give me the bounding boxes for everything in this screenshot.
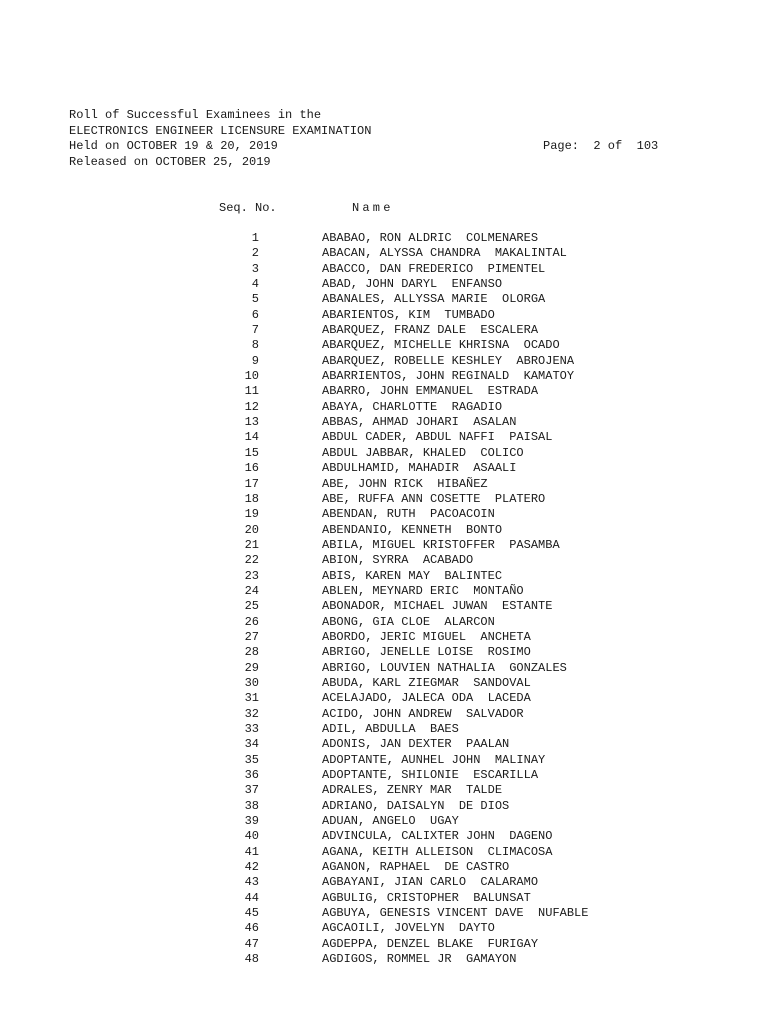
list-item bbox=[0, 829, 768, 844]
list-item bbox=[0, 737, 768, 752]
seq-number: 7 bbox=[251, 323, 259, 338]
examinee-name: ABENDAN, RUTH PACOACOIN bbox=[322, 507, 495, 522]
list-item bbox=[0, 891, 768, 906]
examinee-name: ABONADOR, MICHAEL JUWAN ESTANTE bbox=[322, 599, 553, 614]
seq-number: 18 bbox=[244, 491, 259, 506]
seq-number: 13 bbox=[244, 415, 259, 430]
list-item bbox=[0, 722, 768, 737]
seq-number: 35 bbox=[244, 752, 259, 767]
examinee-name: ABAYA, CHARLOTTE RAGADIO bbox=[322, 399, 503, 414]
seq-number: 32 bbox=[244, 706, 259, 721]
list-item bbox=[0, 277, 768, 292]
examinee-name: ABION, SYRRA ACABADO bbox=[322, 553, 474, 568]
list-item bbox=[0, 507, 768, 522]
examinee-name: ABARIENTOS, KIM TUMBADO bbox=[322, 307, 495, 322]
seq-number: 25 bbox=[244, 599, 259, 614]
examinee-name: ABACCO, DAN FREDERICO PIMENTEL bbox=[322, 261, 546, 276]
examinee-name: ACIDO, JOHN ANDREW SALVADOR bbox=[322, 706, 524, 721]
seq-number: 33 bbox=[244, 722, 259, 736]
examinee-name: ABIS, KAREN MAY BALINTEC bbox=[322, 568, 503, 583]
seq-number: 21 bbox=[244, 537, 259, 552]
seq-number: 12 bbox=[244, 399, 259, 414]
examinee-name: ADRIANO, DAISALYN DE DIOS bbox=[322, 798, 510, 813]
list-item bbox=[0, 875, 768, 890]
list-item bbox=[0, 753, 768, 768]
list-item bbox=[0, 308, 768, 323]
examinee-name: ABE, RUFFA ANN COSETTE PLATERO bbox=[322, 491, 546, 506]
examinee-name: AGCAOILI, JOVELYN DAYTO bbox=[322, 921, 495, 936]
list-item bbox=[0, 323, 768, 338]
examinee-name: ABANALES, ALLYSSA MARIE OLORGA bbox=[322, 292, 546, 307]
list-item bbox=[0, 584, 768, 599]
seq-number: 11 bbox=[244, 384, 259, 399]
header-title: Roll of Successful Examinees in the bbox=[69, 108, 322, 122]
list-item bbox=[0, 231, 768, 246]
examinee-name: ABILA, MIGUEL KRISTOFFER PASAMBA bbox=[322, 537, 560, 552]
list-item bbox=[0, 937, 768, 952]
examinee-name: AGBULIG, CRISTOPHER BALUNSAT bbox=[322, 890, 531, 905]
seq-number: 46 bbox=[244, 921, 259, 936]
examinee-name: ADONIS, JAN DEXTER PAALAN bbox=[322, 737, 510, 752]
list-item bbox=[0, 768, 768, 783]
seq-number: 4 bbox=[251, 277, 259, 292]
seq-number: 27 bbox=[244, 629, 259, 644]
examinee-name: ABE, JOHN RICK HIBAÑEZ bbox=[322, 476, 488, 491]
seq-number: 3 bbox=[251, 261, 259, 276]
list-item bbox=[0, 645, 768, 660]
examinee-name: AGBUYA, GENESIS VINCENT DAVE NUFABLE bbox=[322, 906, 589, 921]
seq-number: 5 bbox=[251, 292, 259, 307]
seq-number: 2 bbox=[251, 246, 259, 261]
name-column-header: Name bbox=[352, 201, 394, 215]
examinee-name: AGANON, RAPHAEL DE CASTRO bbox=[322, 860, 510, 875]
examinee-name: ABARRO, JOHN EMMANUEL ESTRADA bbox=[322, 384, 539, 399]
examinee-name: ABUDA, KARL ZIEGMAR SANDOVAL bbox=[322, 675, 531, 690]
document-header bbox=[69, 108, 371, 170]
examinee-name: ABDUL CADER, ABDUL NAFFI PAISAL bbox=[322, 430, 553, 445]
seq-number: 48 bbox=[244, 952, 259, 967]
header-release-date: Released on OCTOBER 25, 2019 bbox=[69, 154, 271, 169]
list-item bbox=[0, 952, 768, 967]
examinee-name: ADRALES, ZENRY MAR TALDE bbox=[322, 783, 503, 798]
seq-number: 9 bbox=[251, 353, 259, 368]
list-item bbox=[0, 599, 768, 614]
examinee-name: ACELAJADO, JALECA ODA LACEDA bbox=[322, 691, 531, 706]
seq-number: 45 bbox=[244, 906, 259, 921]
seq-number: 17 bbox=[244, 476, 259, 491]
seq-number: 31 bbox=[244, 691, 259, 706]
header-exam-name: ELECTRONICS ENGINEER LICENSURE EXAMINATION bbox=[69, 123, 372, 138]
examinee-name: ABDULHAMID, MAHADIR ASAALI bbox=[322, 461, 517, 476]
list-item bbox=[0, 676, 768, 691]
examinee-name: ABAD, JOHN DARYL ENFANSO bbox=[322, 277, 503, 292]
list-item bbox=[0, 262, 768, 277]
examinee-name: ABARQUEZ, FRANZ DALE ESCALERA bbox=[322, 323, 539, 338]
list-item bbox=[0, 921, 768, 936]
list-item bbox=[0, 523, 768, 538]
examinee-name: ABRIGO, LOUVIEN NATHALIA GONZALES bbox=[322, 660, 567, 675]
list-item bbox=[0, 477, 768, 492]
examinee-name: ABONG, GIA CLOE ALARCON bbox=[322, 614, 495, 629]
examinee-name: AGDIGOS, ROMMEL JR GAMAYON bbox=[322, 952, 517, 967]
examinee-name: ADVINCULA, CALIXTER JOHN DAGENO bbox=[322, 829, 553, 844]
header-held-date: Held on OCTOBER 19 & 20, 2019 bbox=[69, 139, 278, 153]
list-item bbox=[0, 246, 768, 261]
list-item bbox=[0, 338, 768, 353]
seq-number: 23 bbox=[244, 568, 259, 583]
seq-number: 15 bbox=[244, 445, 259, 460]
seq-number: 44 bbox=[244, 890, 259, 905]
list-item bbox=[0, 814, 768, 829]
list-item bbox=[0, 615, 768, 630]
examinee-name: ADIL, ABDULLA BAES bbox=[322, 722, 459, 736]
seq-number: 14 bbox=[244, 430, 259, 445]
examinee-name: ABDUL JABBAR, KHALED COLICO bbox=[322, 445, 524, 460]
examinee-name: ABACAN, ALYSSA CHANDRA MAKALINTAL bbox=[322, 246, 567, 261]
list-item bbox=[0, 446, 768, 461]
seq-number: 26 bbox=[244, 614, 259, 629]
examinee-name: ADOPTANTE, SHILONIE ESCARILLA bbox=[322, 768, 539, 783]
seq-number: 19 bbox=[244, 507, 259, 522]
seq-number: 42 bbox=[244, 860, 259, 875]
list-item bbox=[0, 292, 768, 307]
list-item bbox=[0, 630, 768, 645]
list-item bbox=[0, 661, 768, 676]
page-indicator: Page: 2 of 103 bbox=[543, 139, 659, 153]
examinee-name: ABBAS, AHMAD JOHARI ASALAN bbox=[322, 415, 517, 430]
list-item bbox=[0, 783, 768, 798]
seq-number: 20 bbox=[244, 522, 259, 537]
list-item bbox=[0, 707, 768, 722]
seq-number: 41 bbox=[244, 844, 259, 859]
list-item bbox=[0, 354, 768, 369]
list-item bbox=[0, 538, 768, 553]
list-item bbox=[0, 384, 768, 399]
list-item bbox=[0, 860, 768, 875]
examinee-name: ABLEN, MEYNARD ERIC MONTAÑO bbox=[322, 583, 524, 598]
examinee-name: ADUAN, ANGELO UGAY bbox=[322, 814, 459, 829]
list-item bbox=[0, 906, 768, 921]
seq-number: 22 bbox=[244, 553, 259, 568]
seq-number: 10 bbox=[244, 369, 259, 384]
seq-number: 8 bbox=[251, 338, 259, 353]
seq-column-header: Seq. No. bbox=[219, 201, 277, 215]
examinee-name: ABABAO, RON ALDRIC COLMENARES bbox=[322, 231, 539, 245]
seq-number: 40 bbox=[244, 829, 259, 844]
examinee-name: AGANA, KEITH ALLEISON CLIMACOSA bbox=[322, 844, 553, 859]
seq-number: 30 bbox=[244, 675, 259, 690]
seq-number: 34 bbox=[244, 737, 259, 752]
seq-number: 24 bbox=[244, 583, 259, 598]
seq-number: 1 bbox=[251, 231, 259, 245]
list-item bbox=[0, 415, 768, 430]
seq-number: 16 bbox=[244, 461, 259, 476]
seq-number: 37 bbox=[244, 783, 259, 798]
examinee-name: ABARQUEZ, ROBELLE KESHLEY ABROJENA bbox=[322, 353, 575, 368]
examinee-name: ABENDANIO, KENNETH BONTO bbox=[322, 522, 503, 537]
list-item bbox=[0, 553, 768, 568]
examinee-name: AGDEPPA, DENZEL BLAKE FURIGAY bbox=[322, 936, 539, 951]
examinee-name: ABARQUEZ, MICHELLE KHRISNA OCADO bbox=[322, 338, 560, 353]
examinee-name: ABRIGO, JENELLE LOISE ROSIMO bbox=[322, 645, 531, 660]
examinee-name: ABORDO, JERIC MIGUEL ANCHETA bbox=[322, 629, 531, 644]
seq-number: 6 bbox=[251, 307, 259, 322]
seq-number: 38 bbox=[244, 798, 259, 813]
seq-number: 29 bbox=[244, 660, 259, 675]
seq-number: 43 bbox=[244, 875, 259, 890]
list-item bbox=[0, 845, 768, 860]
list-item bbox=[0, 461, 768, 476]
list-item bbox=[0, 430, 768, 445]
seq-number: 36 bbox=[244, 768, 259, 783]
examinee-name: ABARRIENTOS, JOHN REGINALD KAMATOY bbox=[322, 369, 575, 384]
list-item bbox=[0, 492, 768, 507]
seq-number: 28 bbox=[244, 645, 259, 660]
list-item bbox=[0, 569, 768, 584]
examinee-name: AGBAYANI, JIAN CARLO CALARAMO bbox=[322, 875, 539, 890]
seq-number: 39 bbox=[244, 814, 259, 829]
list-item bbox=[0, 799, 768, 814]
list-item bbox=[0, 369, 768, 384]
examinee-name: ADOPTANTE, AUNHEL JOHN MALINAY bbox=[322, 752, 546, 767]
examinee-list bbox=[0, 231, 768, 968]
seq-number: 47 bbox=[244, 936, 259, 951]
list-item bbox=[0, 691, 768, 706]
list-item bbox=[0, 400, 768, 415]
